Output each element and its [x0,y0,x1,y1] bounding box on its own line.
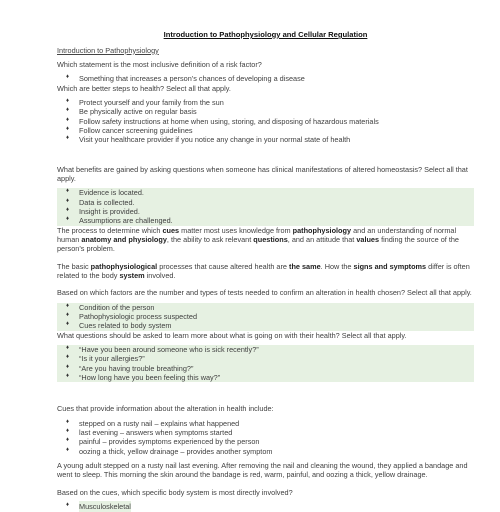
answer-list-steps-to-health [57,98,474,145]
answer-list-body-system [57,502,474,511]
question-risk-factor: Which statement is the most inclusive definition of a risk factor? [57,60,262,70]
question-body-system: Based on the cues, which specific body system is most directly involved? [57,487,293,497]
question-number-of-tests: Based on which factors are the number and types of tests needed to confirm an alteration in health chosen? Select all that apply. [57,288,472,298]
bullet-icon: ♦ [66,321,70,328]
list-item: ♦ Follow safety instructions at home when using, storing, and disposing of hazardous materials [66,116,379,126]
bullet-icon: ♦ [66,344,70,351]
bullet-icon: ♦ [66,135,70,142]
paragraph-pathophysiology-processes: The basic pathophysiological processes that cause altered health are the same. How the signs and symptoms differ is often related to the body system involved. [57,261,470,280]
section-subtitle: Introduction to Pathophysiology [57,45,159,55]
bullet-icon: ♦ [66,126,70,133]
bullet-icon: ♦ [66,354,70,361]
bullet-icon: ♦ [66,107,70,114]
bullet-icon: ♦ [66,302,70,309]
list-item: ♦ painful – provides symptoms experienced by the person [66,437,260,447]
list-item: ♦ Protect yourself and your family from the sun [66,98,224,108]
bullet-icon: ♦ [66,206,70,213]
bullet-icon: ♦ [66,197,70,204]
bullet-icon: ♦ [66,418,70,425]
bullet-icon: ♦ [66,116,70,123]
paragraph-cues-process: The process to determine which cues matter most uses knowledge from pathophysiology and an understanding of normal human anatomy and physiology, the ability to ask relevant questions, and an attitude that values finding the source of the person’s problem. [57,225,459,254]
list-item: ♦ Condition of the person [66,302,155,312]
page-title: Introduction to Pathophysiology and Cellular Regulation [163,30,368,39]
list-item: ♦ stepped on a rusty nail – explains what happened [66,418,240,428]
list-item: ♦ Musculoskeletal [66,501,131,511]
list-item: ♦ Data is collected. [66,197,135,207]
cues-list [57,419,474,456]
bullet-icon: ♦ [66,74,70,81]
scenario-paragraph: A young adult stepped on a rusty nail last evening. After removing the nail and cleaning the wound, they applied a bandage and went to sleep. This morning the skin around the bandage is red, warm, painful, and oozing a thick, yellow drainage. [57,460,468,480]
bullet-icon: ♦ [66,363,70,370]
bullet-icon: ♦ [66,372,70,379]
list-item: ♦ Evidence is located. [66,188,144,198]
list-item: ♦ Visit your healthcare provider if you notice any change in your normal state of health [66,135,351,145]
cues-intro: Cues that provide information about the alteration in health include: [57,404,274,414]
bullet-icon: ♦ [66,501,70,508]
question-benefits-of-asking: What benefits are gained by asking questions when someone has clinical manifestations of altered homeostasis? Select all that apply. [57,164,468,183]
answer-list-benefits-highlighted [57,188,474,225]
list-item: ♦ Cues related to body system [66,321,172,331]
list-item: ♦ Pathophysiologic process suspected [66,311,198,321]
question-steps-to-health: Which are better steps to health? Select all that apply. [57,83,231,93]
list-item: ♦ Something that increases a person’s chances of developing a disease [66,74,305,84]
list-item: ♦ “Is it your allergies?” [66,354,145,364]
bullet-icon: ♦ [66,216,70,223]
list-item: ♦ Assumptions are challenged. [66,216,173,226]
list-item: ♦ Follow cancer screening guidelines [66,126,193,136]
list-item: ♦ Insight is provided. [66,206,140,216]
bullet-icon: ♦ [66,427,70,434]
answer-list-tests-highlighted [57,303,474,331]
bullet-icon: ♦ [66,311,70,318]
list-item: ♦ oozing a thick, yellow drainage – provides another symptom [66,446,273,456]
question-what-to-ask: What questions should be asked to learn more about what is going on with their health? Select all that apply. [57,330,407,340]
answer-list-questions-highlighted [57,345,474,382]
bullet-icon: ♦ [66,188,70,195]
answer-list-risk-factor [57,74,474,83]
list-item: ♦ “How long have you been feeling this way?” [66,372,221,382]
list-item: ♦ “Have you been around someone who is sick recently?” [66,344,259,354]
list-item: ♦ “Are you having trouble breathing?” [66,363,194,373]
bullet-icon: ♦ [66,437,70,444]
list-item: ♦ last evening – answers when symptoms started [66,427,233,437]
bullet-icon: ♦ [66,446,70,453]
bullet-icon: ♦ [66,98,70,105]
list-item: ♦ Be physically active on regular basis [66,107,197,117]
